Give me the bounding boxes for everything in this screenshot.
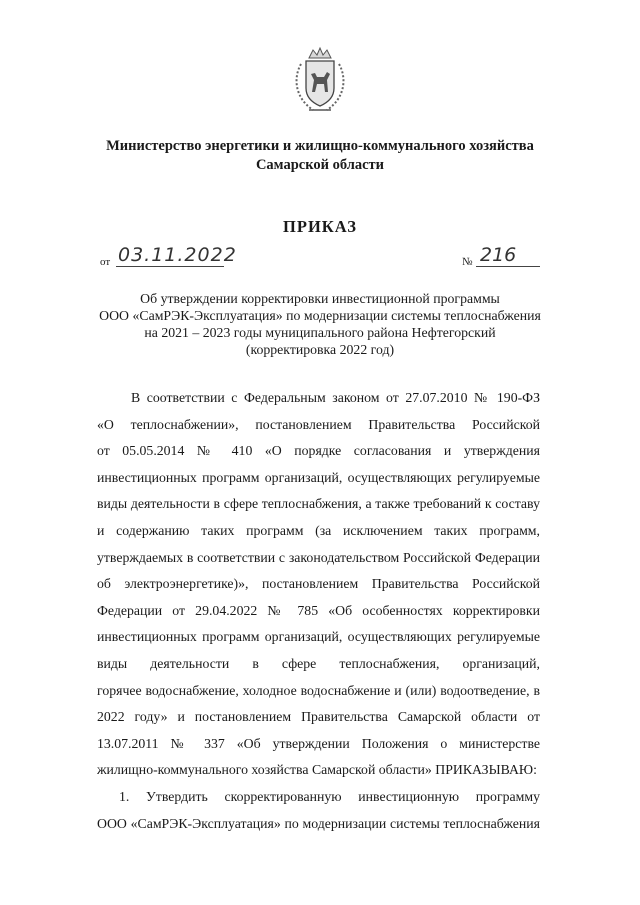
order-body [97,385,540,837]
date-prefix: от [100,256,111,268]
body-line: от 05.05.2014 № 410 «О порядке согласования и утверждения [97,443,540,459]
body-line: 1. Утвердить скорректированную инвестиционную программу [119,788,540,804]
ministry-name [60,137,580,175]
order-subject [80,290,560,358]
body-line: 2022 году» и постановлением Правительства Самарской области от [97,709,540,725]
date-underline [116,266,224,267]
order-number: 216 [480,244,517,266]
subject-line-3: на 2021 – 2023 годы муниципального района Нефтегорский [144,325,496,340]
body-line: 13.07.2011 № 337 «Об утверждении Положения о министерстве [97,735,540,751]
subject-line-4: (корректировка 2022 год) [245,342,395,357]
body-line: и содержанию таких программ (за исключением таких программ, [97,522,540,538]
body-line: ООО «СамРЭК-Эксплуатация» по модернизации системы теплоснабжения [97,815,540,831]
body-line: жилищно-коммунального хозяйства Самарской области» ПРИКАЗЫВАЮ: [97,762,537,778]
body-line: инвестиционных программ организаций, осуществляющих регулируемые [97,469,540,485]
body-line: В соответствии с Федеральным законом от 27.07.2010 № 190-ФЗ [131,390,540,405]
order-title: ПРИКАЗ [283,217,357,236]
body-line: об электроэнергетике)», постановлением Правительства Российской [97,576,540,592]
ministry-line-1: Министерство энергетики и жилищно-коммунального хозяйства [106,138,534,154]
coat-of-arms-icon [287,44,353,116]
body-line: Федерации от 29.04.2022 № 785 «Об особенностях корректировки [97,602,540,618]
ministry-line-2: Самарской области [255,157,385,173]
body-line: утверждаемых в соответствии с законодательством Российской Федерации [97,549,540,565]
subject-line-1: Об утверждении корректировки инвестиционной программы [140,291,500,306]
subject-line-2: ООО «СамРЭК-Эксплуатация» по модернизации системы теплоснабжения [99,308,541,323]
body-line: виды деятельности в сфере теплоснабжения, а также требований к составу [97,496,540,512]
order-date: 03.11.2022 [118,244,237,266]
number-prefix: № [462,256,473,268]
body-line: горячее водоснабжение, холодное водоснабжение и (или) водоотведение, в [97,682,540,698]
body-line: инвестиционных программ организаций, осуществляющих регулируемые [97,629,540,645]
body-line: виды деятельности в сфере теплоснабжения, организаций, [97,655,540,671]
body-line: «О теплоснабжении», постановлением Правительства Российской [97,416,540,432]
number-underline [476,266,540,267]
